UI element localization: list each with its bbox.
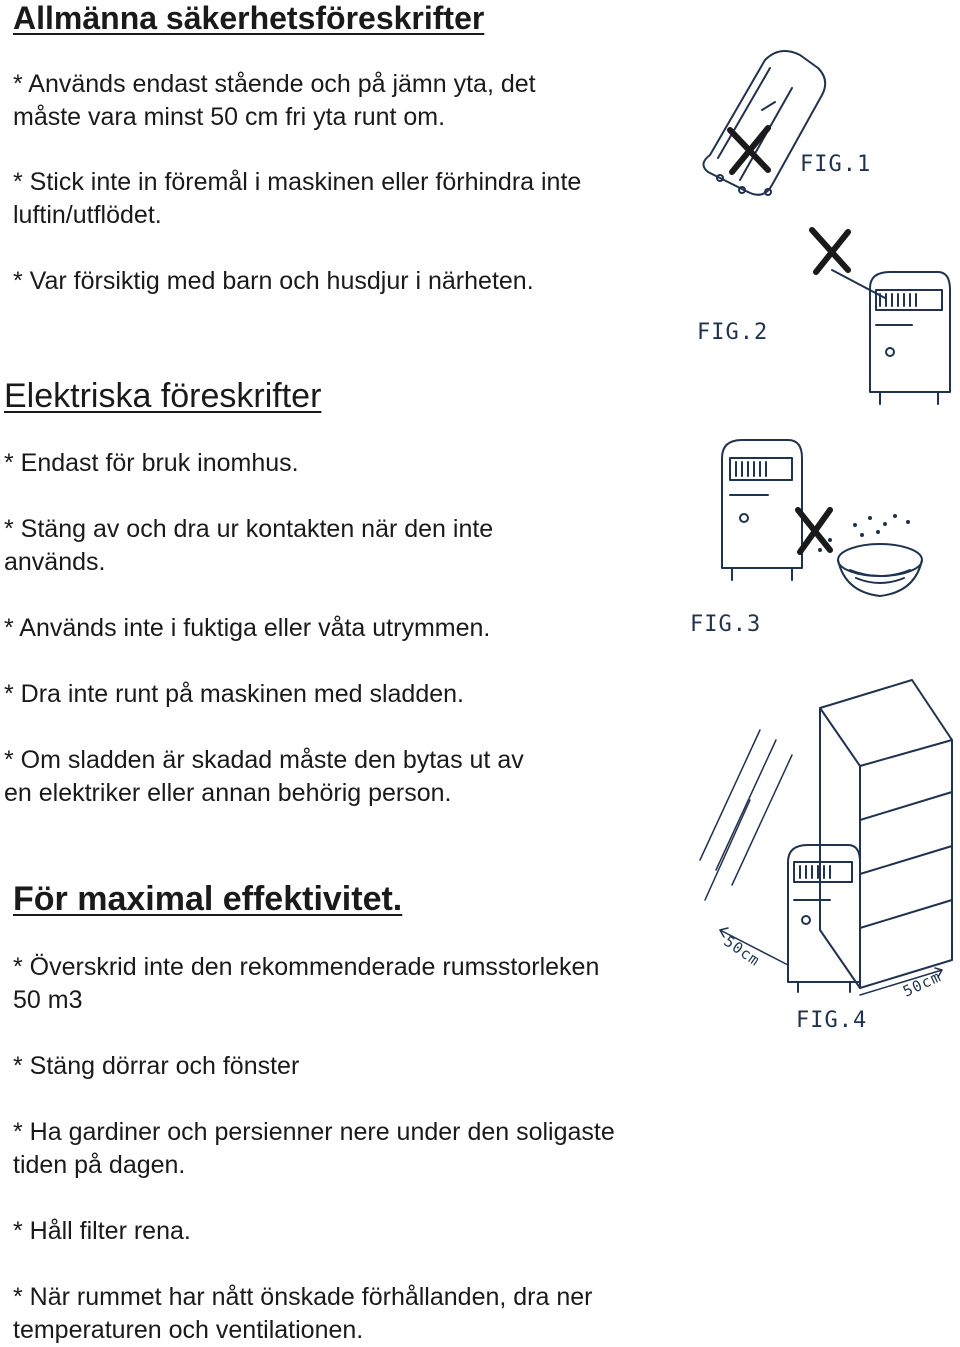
efficiency-item-5: * När rummet har nått önskade förhållanden, dra ner temperaturen och ventilationen.: [13, 1283, 593, 1344]
efficiency-item-3: * Ha gardiner och persienner nere under den soligaste tiden på dagen.: [13, 1118, 615, 1179]
electrical-item-5: * Om sladden är skadad måste den bytas ut av en elektriker eller annan behörig person.: [4, 746, 524, 807]
fig1-tilted-unit-illustration: [703, 51, 825, 195]
fig2-x-mark-icon: [812, 230, 848, 272]
fig4-dimension-arrows: [720, 928, 942, 995]
fig4-sunlight-lines: [700, 730, 792, 900]
electrical-item-1: * Endast för bruk inomhus.: [4, 449, 299, 477]
heading-max-efficiency: För maximal effektivitet.: [13, 880, 403, 918]
electrical-item-2: * Stäng av och dra ur kontakten när den inte används.: [4, 515, 494, 576]
efficiency-item-4: * Håll filter rena.: [13, 1217, 191, 1245]
fig1-label: FIG.1: [800, 152, 872, 177]
general-safety-item-2: * Stick inte in föremål i maskinen eller förhindra inte luftin/utflödet.: [13, 168, 582, 229]
general-safety-item-3: * Var försiktig med barn och husdjur i närheten.: [13, 267, 534, 295]
fig4-cabinet-illustration: [820, 680, 952, 988]
fig3-label: FIG.3: [690, 612, 762, 637]
fig2-label: FIG.2: [697, 320, 769, 345]
efficiency-item-1: * Överskrid inte den rekommenderade rumsstorleken 50 m3: [13, 953, 600, 1014]
fig4-label: FIG.4: [796, 1008, 868, 1033]
safety-illustrations: [680, 40, 960, 1050]
dim-label-left: 50cm: [720, 932, 764, 970]
general-safety-item-1: * Används endast stående och på jämn yta, det måste vara minst 50 cm fri yta runt om.: [13, 70, 536, 131]
fig3-unit-illustration: [722, 440, 802, 580]
dim-label-right: 50cm: [900, 967, 945, 1001]
fig4-unit-illustration: [788, 845, 860, 992]
fig3-water-bowl-illustration: [838, 544, 922, 596]
fig2-unit-illustration: [832, 270, 950, 404]
heading-general-safety: Allmänna säkerhetsföreskrifter: [13, 0, 485, 36]
electrical-item-4: * Dra inte runt på maskinen med sladden.: [4, 680, 464, 708]
heading-electrical: Elektriska föreskrifter: [4, 377, 322, 415]
electrical-item-3: * Används inte i fuktiga eller våta utrymmen.: [4, 614, 491, 642]
fig3-water-drops: [818, 514, 910, 552]
efficiency-item-2: * Stäng dörrar och fönster: [13, 1052, 300, 1080]
